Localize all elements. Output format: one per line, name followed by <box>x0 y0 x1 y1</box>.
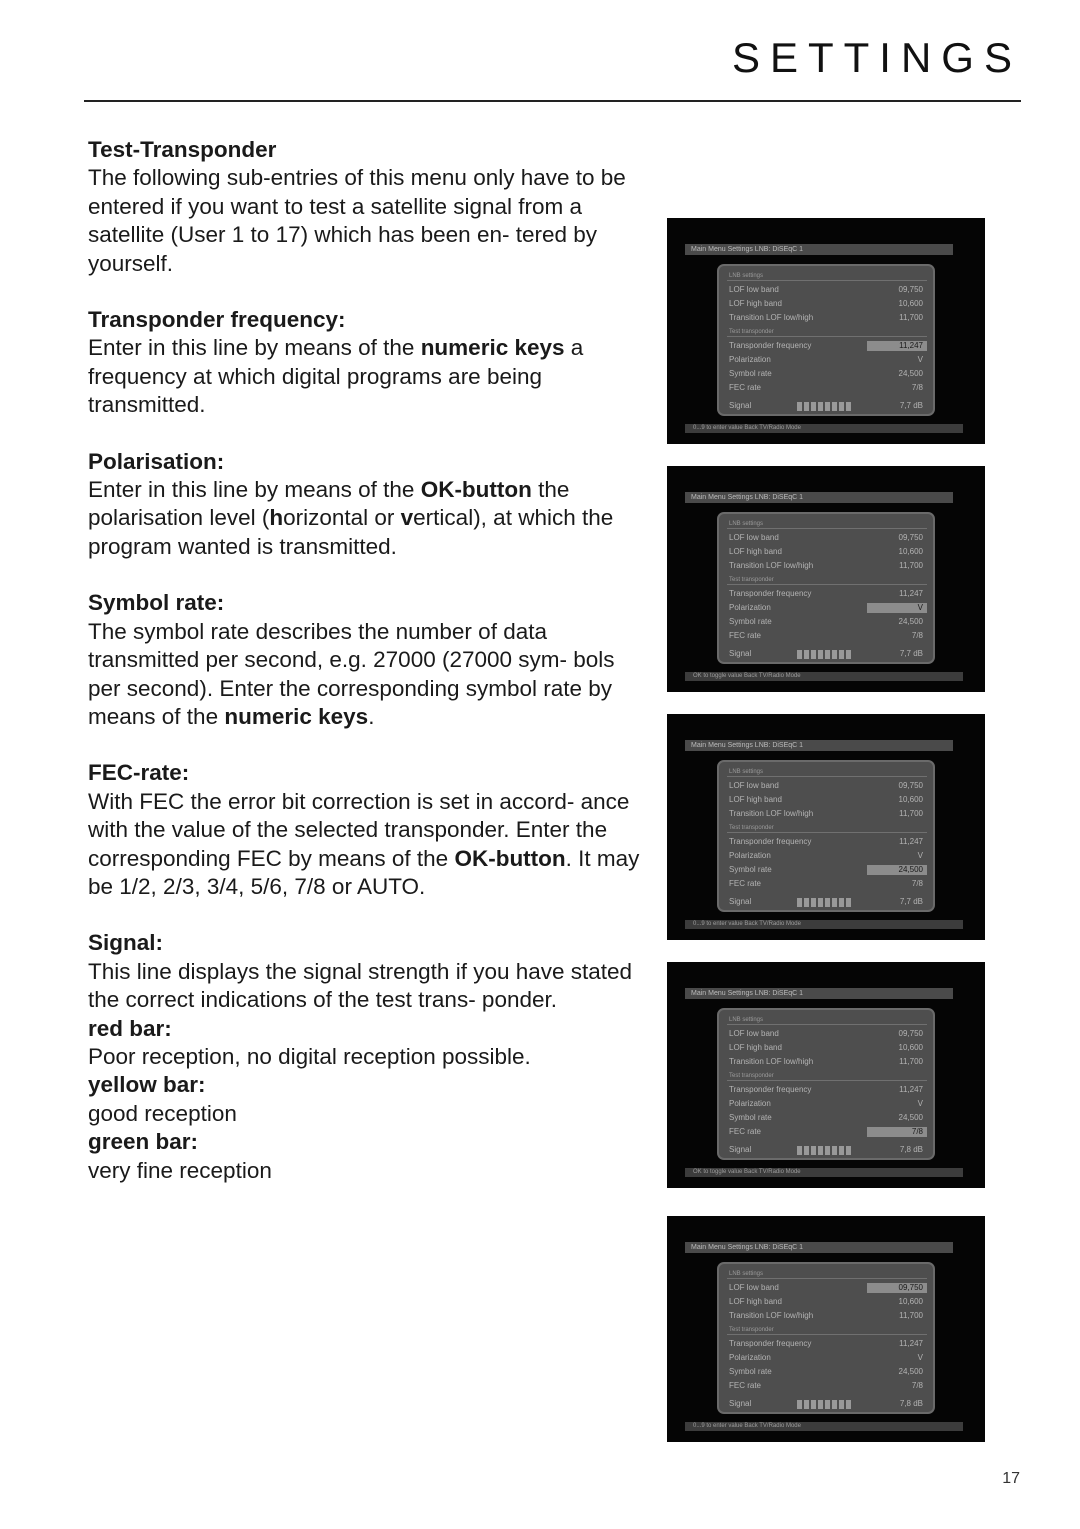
menu-row-value: 10,600 <box>898 1297 923 1306</box>
menu-row <box>727 1056 927 1068</box>
menu-subheading <box>727 326 927 338</box>
menu-row-value: 11,700 <box>899 1057 923 1066</box>
menu-row-label: LOF high band <box>729 1297 782 1306</box>
menu-row <box>727 616 927 628</box>
menu-row <box>727 808 927 820</box>
section-heading: Test-Transponder <box>88 137 277 162</box>
menu-row-value: 09,750 <box>898 285 923 294</box>
menu-row <box>727 382 927 394</box>
menu-row-label: LOF high band <box>729 1043 782 1052</box>
signal-bar-segment <box>818 1146 823 1155</box>
signal-bar-segment <box>804 650 809 659</box>
menu-row-label: FEC rate <box>729 1127 762 1136</box>
signal-bar-segment <box>811 402 816 411</box>
signal-strength-bar <box>797 898 851 907</box>
menu-row-label: Test transponder <box>729 577 774 583</box>
signal-bar-segment <box>839 1400 844 1409</box>
menu-subheading <box>727 574 927 586</box>
body-text: . It may be 1/2, 2/3, 3/4, 5/6, 7/8 or AUTO. <box>88 845 640 899</box>
settings-menu-screenshot <box>667 962 985 1188</box>
body-text: . <box>368 703 375 729</box>
menu-row-value: 10,600 <box>898 795 923 804</box>
menu-row <box>727 1398 927 1410</box>
section-heading: Symbol rate: <box>88 590 225 616</box>
menu-row <box>727 340 927 352</box>
section-body <box>88 618 648 732</box>
section-transponder-frequency <box>88 306 648 420</box>
menu-row-label: Symbol rate <box>729 1113 772 1122</box>
section-heading: FEC-rate: <box>88 760 190 786</box>
signal-bar-segment <box>846 1400 851 1409</box>
signal-bar-segment <box>846 898 851 907</box>
signal-bar-segment <box>797 1400 802 1409</box>
menu-row-value: 7/8 <box>911 1381 923 1390</box>
section-heading: Transponder frequency: <box>88 307 346 333</box>
menu-row-label: Symbol rate <box>729 1367 772 1376</box>
signal-bar-segment <box>832 650 837 659</box>
menu-row-label: FEC rate <box>729 383 762 392</box>
section-body: This line displays the signal strength if you have stated the correct indications of the test trans- ponder. <box>88 958 633 1013</box>
page-header-title: SETTINGS <box>731 34 1022 81</box>
signal-strength-bar <box>797 1400 851 1409</box>
signal-bar-segment <box>818 402 823 411</box>
menu-row <box>727 836 927 848</box>
menu-row <box>727 878 927 890</box>
menu-row-label: Test transponder <box>729 329 774 335</box>
menu-row-value: 24,500 <box>898 865 923 874</box>
menu-row-label: Polarization <box>729 603 771 612</box>
menu-row <box>727 1296 927 1308</box>
menu-row <box>727 588 927 600</box>
menu-row-label: Transponder frequency <box>729 341 812 350</box>
signal-bar-segment <box>839 1146 844 1155</box>
body-bold-text: OK-button <box>420 477 532 503</box>
signal-bar-segment <box>832 1400 837 1409</box>
menu-row-value: 09,750 <box>898 1029 923 1038</box>
menu-row-value: 24,500 <box>898 1367 923 1376</box>
screen-title-bar: Main Menu Settings LNB: DiSEqC 1 <box>685 740 953 751</box>
menu-row-label: LOF low band <box>729 1029 779 1038</box>
screen-help-bar: OK to toggle value Back TV/Radio Mode <box>685 672 963 681</box>
menu-row-value: 11,247 <box>899 1339 923 1348</box>
menu-row <box>727 1028 927 1040</box>
menu-row-label: Transition LOF low/high <box>729 561 814 570</box>
menu-row-value: 11,247 <box>899 589 923 598</box>
screen-help-bar: 0...9 to enter value Back TV/Radio Mode <box>685 424 963 433</box>
menu-row <box>727 1338 927 1350</box>
red-bar-label: red bar: <box>88 1015 172 1041</box>
body-text: The symbol rate describes the number of data transmitted per second, e.g. 27000 (27000 sym- bols per second). Enter the corresponding symbol rate by means of the <box>88 618 615 729</box>
menu-row-label: Signal <box>729 897 752 906</box>
signal-bar-segment <box>846 650 851 659</box>
menu-row-value: 11,700 <box>899 809 923 818</box>
signal-bar-segment <box>797 1146 802 1155</box>
menu-row <box>727 630 927 642</box>
signal-bar-segment <box>825 1400 830 1409</box>
page-number: 17 <box>1002 1470 1020 1487</box>
menu-row-value: 09,750 <box>898 781 923 790</box>
body-text: With FEC the error bit correction is set in accord- ance with the value of the selected transponder. Enter the corresponding FEC by means of the <box>88 788 630 871</box>
section-body: The following sub-entries of this menu only have to be entered if you want to test a satellite signal from a satellite (User 1 to 17) which has been en- tered by yourself. <box>88 165 626 276</box>
signal-bar-segment <box>797 402 802 411</box>
body-text: orizontal or <box>283 505 401 531</box>
menu-row-label: Polarization <box>729 851 771 860</box>
menu-row-value: 7/8 <box>911 879 923 888</box>
menu-row-value: V <box>917 1099 923 1108</box>
menu-subheading <box>727 822 927 834</box>
signal-bar-segment <box>811 1400 816 1409</box>
signal-bar-segment <box>839 402 844 411</box>
menu-row-value: 11,700 <box>899 313 923 322</box>
menu-row <box>727 546 927 558</box>
menu-row <box>727 354 927 366</box>
menu-row-label: Symbol rate <box>729 369 772 378</box>
signal-bar-segment <box>825 650 830 659</box>
menu-row-label: Transponder frequency <box>729 589 812 598</box>
menu-row-value: 7,7 dB <box>899 401 923 410</box>
menu-row <box>727 850 927 862</box>
menu-row-label: Polarization <box>729 1099 771 1108</box>
menu-row-label: Signal <box>729 401 752 410</box>
menu-row-label: LOF low band <box>729 285 779 294</box>
signal-bar-segment <box>839 898 844 907</box>
body-bold-text: numeric keys <box>224 703 369 729</box>
header-divider <box>84 100 1021 102</box>
green-bar-label: green bar: <box>88 1129 199 1155</box>
menu-row-value: 11,247 <box>899 341 923 350</box>
menu-row-value: 7,7 dB <box>899 649 923 658</box>
lnb-settings-panel <box>717 1008 935 1160</box>
signal-bar-segment <box>846 402 851 411</box>
signal-bar-segment <box>825 1146 830 1155</box>
body-bold-text: h <box>269 505 284 531</box>
menu-row <box>727 312 927 324</box>
body-text: Enter in this line by means of the <box>88 477 421 503</box>
menu-row-label: FEC rate <box>729 631 762 640</box>
signal-bar-segment <box>818 1400 823 1409</box>
signal-bar-segment <box>804 1400 809 1409</box>
menu-subheading <box>727 1324 927 1336</box>
menu-row-value: 7,7 dB <box>899 897 923 906</box>
menu-row-label: Signal <box>729 1399 752 1408</box>
menu-row <box>727 1380 927 1392</box>
green-bar-text: very fine reception <box>88 1157 272 1183</box>
signal-strength-bar <box>797 1146 851 1155</box>
menu-subheading <box>727 518 927 530</box>
signal-bar-segment <box>804 898 809 907</box>
menu-row <box>727 1310 927 1322</box>
signal-bar-segment <box>818 650 823 659</box>
menu-row-value: 7/8 <box>911 1127 923 1136</box>
menu-row-value: 10,600 <box>898 547 923 556</box>
signal-bar-segment <box>804 1146 809 1155</box>
menu-row-label: Symbol rate <box>729 617 772 626</box>
body-text: a frequency at which digital programs are being transmitted. <box>88 335 584 418</box>
menu-row <box>727 1144 927 1156</box>
menu-row-label: LNB settings <box>729 1271 764 1277</box>
signal-bar-segment <box>825 898 830 907</box>
lnb-settings-panel <box>717 760 935 912</box>
signal-bar-segment <box>832 402 837 411</box>
menu-row <box>727 1282 927 1294</box>
signal-bar-segment <box>818 898 823 907</box>
menu-row <box>727 1084 927 1096</box>
menu-row-value: V <box>917 1353 923 1362</box>
section-fec-rate <box>88 759 648 901</box>
menu-row-value: 11,247 <box>899 837 923 846</box>
section-body <box>88 476 648 561</box>
menu-row-value: 10,600 <box>898 1043 923 1052</box>
lnb-settings-panel <box>717 512 935 664</box>
body-text: Enter in this line by means of the <box>88 335 421 361</box>
menu-row-value: 24,500 <box>898 369 923 378</box>
menu-row-value: 7,8 dB <box>899 1399 923 1408</box>
menu-row-value: 24,500 <box>898 1113 923 1122</box>
signal-bar-segment <box>839 650 844 659</box>
menu-row <box>727 368 927 380</box>
section-test-transponder <box>88 136 648 278</box>
menu-row-label: Transition LOF low/high <box>729 1311 814 1320</box>
section-signal <box>88 929 648 1185</box>
menu-row-label: FEC rate <box>729 1381 762 1390</box>
settings-menu-screenshot <box>667 218 985 444</box>
menu-row <box>727 648 927 660</box>
section-heading: Signal: <box>88 930 164 956</box>
menu-row-label: LOF low band <box>729 781 779 790</box>
text-column <box>88 136 648 1213</box>
body-bold-text: OK-button <box>454 845 566 871</box>
screen-title-bar: Main Menu Settings LNB: DiSEqC 1 <box>685 1242 953 1253</box>
menu-row-label: Transponder frequency <box>729 837 812 846</box>
menu-row-label: Symbol rate <box>729 865 772 874</box>
signal-bar-segment <box>811 1146 816 1155</box>
menu-row-label: LOF high band <box>729 547 782 556</box>
signal-bar-segment <box>832 1146 837 1155</box>
menu-row <box>727 896 927 908</box>
menu-row-label: Polarization <box>729 355 771 364</box>
body-text: the polarisation level ( <box>88 477 570 531</box>
menu-row-value: V <box>917 355 923 364</box>
screen-title-bar: Main Menu Settings LNB: DiSEqC 1 <box>685 988 953 999</box>
section-body <box>88 334 648 419</box>
menu-row-label: LOF low band <box>729 1283 779 1292</box>
menu-row-value: 11,247 <box>899 1085 923 1094</box>
lnb-settings-panel <box>717 264 935 416</box>
menu-row <box>727 794 927 806</box>
menu-row-value: 11,700 <box>899 1311 923 1320</box>
menu-row-value: 10,600 <box>898 299 923 308</box>
menu-row <box>727 532 927 544</box>
signal-strength-bar <box>797 402 851 411</box>
signal-bar-segment <box>811 650 816 659</box>
menu-row <box>727 1098 927 1110</box>
menu-row <box>727 780 927 792</box>
signal-bar-segment <box>797 650 802 659</box>
menu-row-value: 09,750 <box>898 1283 923 1292</box>
menu-row-label: Signal <box>729 1145 752 1154</box>
signal-bar-segment <box>832 898 837 907</box>
menu-row-value: V <box>917 603 923 612</box>
signal-bar-segment <box>797 898 802 907</box>
menu-row-label: LOF high band <box>729 795 782 804</box>
menu-row-label: Test transponder <box>729 1327 774 1333</box>
red-bar-text: Poor reception, no digital reception possible. <box>88 1043 531 1069</box>
yellow-bar-text: good reception <box>88 1100 237 1126</box>
section-symbol-rate <box>88 589 648 731</box>
menu-row-label: Test transponder <box>729 1073 774 1079</box>
menu-row <box>727 560 927 572</box>
menu-subheading <box>727 1014 927 1026</box>
menu-row-label: Transponder frequency <box>729 1085 812 1094</box>
section-polarisation <box>88 448 648 562</box>
menu-row-label: Transponder frequency <box>729 1339 812 1348</box>
screen-help-bar: OK to toggle value Back TV/Radio Mode <box>685 1168 963 1177</box>
settings-menu-screenshot <box>667 466 985 692</box>
menu-row-value: V <box>917 851 923 860</box>
menu-subheading <box>727 1268 927 1280</box>
menu-row-label: LOF high band <box>729 299 782 308</box>
menu-row <box>727 298 927 310</box>
screen-help-bar: 0...9 to enter value Back TV/Radio Mode <box>685 920 963 929</box>
yellow-bar-label: yellow bar: <box>88 1072 206 1098</box>
signal-strength-bar <box>797 650 851 659</box>
menu-row <box>727 1366 927 1378</box>
body-bold-text: v <box>400 505 414 531</box>
menu-row <box>727 602 927 614</box>
menu-row <box>727 1042 927 1054</box>
menu-row-label: LNB settings <box>729 273 764 279</box>
screen-help-bar: 0...9 to enter value Back TV/Radio Mode <box>685 1422 963 1431</box>
settings-menu-screenshot <box>667 1216 985 1442</box>
signal-bar-segment <box>811 898 816 907</box>
menu-row-label: FEC rate <box>729 879 762 888</box>
screen-title-bar: Main Menu Settings LNB: DiSEqC 1 <box>685 492 953 503</box>
menu-row-label: LNB settings <box>729 769 764 775</box>
menu-row-value: 09,750 <box>898 533 923 542</box>
menu-row-label: Transition LOF low/high <box>729 1057 814 1066</box>
lnb-settings-panel <box>717 1262 935 1414</box>
menu-row-label: LNB settings <box>729 521 764 527</box>
menu-subheading <box>727 270 927 282</box>
signal-bar-segment <box>825 402 830 411</box>
menu-row <box>727 284 927 296</box>
menu-row-label: Signal <box>729 649 752 658</box>
menu-row <box>727 1352 927 1364</box>
menu-row-label: Transition LOF low/high <box>729 313 814 322</box>
menu-row <box>727 1126 927 1138</box>
menu-row-label: Polarization <box>729 1353 771 1362</box>
menu-row <box>727 864 927 876</box>
menu-subheading <box>727 1070 927 1082</box>
menu-row-value: 7,8 dB <box>899 1145 923 1154</box>
signal-bar-segment <box>846 1146 851 1155</box>
signal-bar-segment <box>804 402 809 411</box>
menu-row <box>727 400 927 412</box>
body-text: ertical), at which the program wanted is transmitted. <box>88 505 614 559</box>
menu-row-label: Transition LOF low/high <box>729 809 814 818</box>
menu-row-value: 7/8 <box>911 383 923 392</box>
menu-row-label: Test transponder <box>729 825 774 831</box>
menu-subheading <box>727 766 927 778</box>
body-bold-text: numeric keys <box>420 335 565 361</box>
menu-row-value: 7/8 <box>911 631 923 640</box>
menu-row-value: 11,700 <box>899 561 923 570</box>
section-heading: Polarisation: <box>88 448 225 474</box>
menu-row-label: LNB settings <box>729 1017 764 1023</box>
menu-row-value: 24,500 <box>898 617 923 626</box>
screen-title-bar: Main Menu Settings LNB: DiSEqC 1 <box>685 244 953 255</box>
menu-row-label: LOF low band <box>729 533 779 542</box>
section-body <box>88 788 648 902</box>
menu-row <box>727 1112 927 1124</box>
settings-menu-screenshot <box>667 714 985 940</box>
